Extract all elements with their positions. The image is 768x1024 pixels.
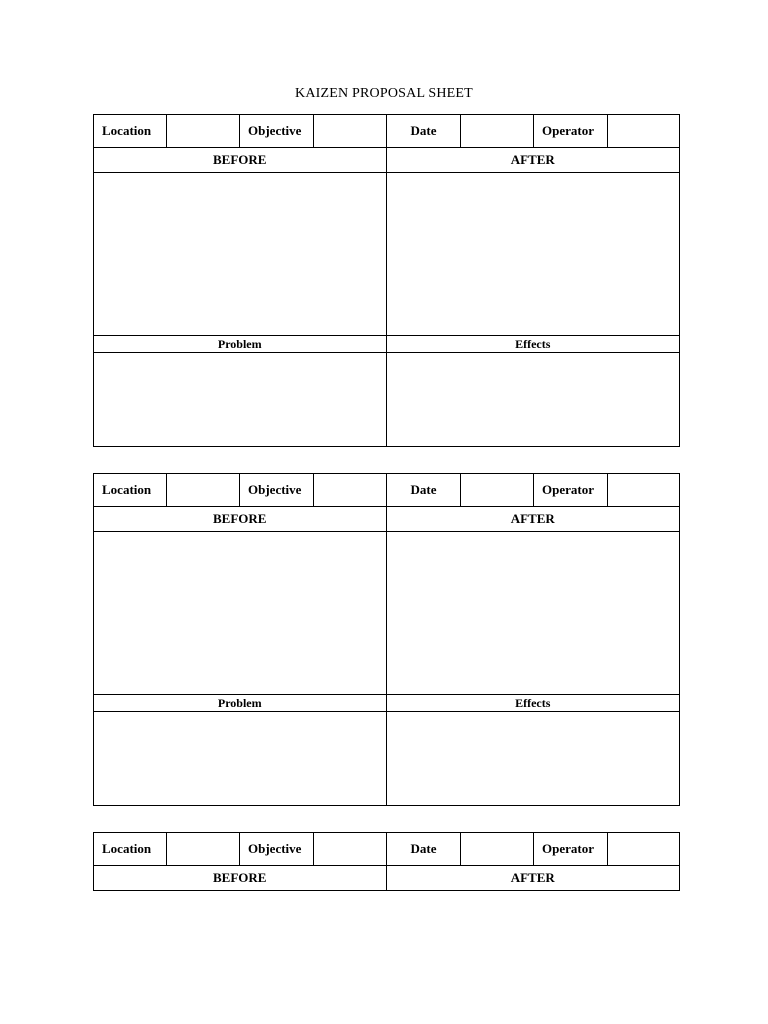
before-heading: BEFORE: [94, 148, 387, 172]
problem-heading: Problem: [94, 336, 387, 352]
date-label: Date: [387, 474, 461, 506]
operator-field[interactable]: [608, 833, 679, 865]
form-header-row: [94, 833, 679, 866]
date-label: Date: [387, 833, 461, 865]
before-box[interactable]: [94, 532, 387, 694]
problem-effects-header: [94, 695, 679, 712]
objective-field[interactable]: [314, 474, 387, 506]
after-box[interactable]: [387, 532, 680, 694]
location-label: Location: [94, 833, 167, 865]
objective-field[interactable]: [314, 833, 387, 865]
after-heading: AFTER: [510, 152, 555, 167]
objective-field[interactable]: [314, 115, 387, 147]
problem-box[interactable]: [94, 712, 387, 805]
objective-label: Objective: [240, 833, 314, 865]
location-label: Location: [94, 115, 167, 147]
before-after-header: [94, 866, 679, 890]
problem-effects-area: [94, 712, 679, 805]
before-after-area: [94, 173, 679, 336]
operator-label: Operator: [534, 474, 608, 506]
date-field[interactable]: [461, 833, 534, 865]
kaizen-form-3: [93, 832, 680, 891]
before-box[interactable]: [94, 173, 387, 335]
problem-effects-area: [94, 353, 679, 446]
location-field[interactable]: [167, 474, 240, 506]
after-box[interactable]: [387, 173, 680, 335]
problem-heading: Problem: [94, 695, 387, 711]
date-field[interactable]: [461, 115, 534, 147]
kaizen-form-2: [93, 473, 680, 806]
location-field[interactable]: [167, 833, 240, 865]
effects-box[interactable]: [387, 353, 680, 446]
before-heading: BEFORE: [94, 866, 387, 890]
before-heading: BEFORE: [94, 507, 387, 531]
location-label: Location: [94, 474, 167, 506]
before-after-header: [94, 148, 679, 173]
problem-effects-header: [94, 336, 679, 353]
problem-box[interactable]: [94, 353, 387, 446]
objective-label: Objective: [240, 115, 314, 147]
form-header-row: [94, 115, 679, 148]
objective-label: Objective: [240, 474, 314, 506]
form-header-row: [94, 474, 679, 507]
effects-heading: Effects: [515, 695, 551, 710]
location-field[interactable]: [167, 115, 240, 147]
operator-label: Operator: [534, 115, 608, 147]
before-after-header: [94, 507, 679, 532]
kaizen-form-1: [93, 114, 680, 447]
operator-field[interactable]: [608, 115, 679, 147]
operator-label: Operator: [534, 833, 608, 865]
after-heading: AFTER: [510, 870, 555, 885]
effects-box[interactable]: [387, 712, 680, 805]
document-title: KAIZEN PROPOSAL SHEET: [295, 86, 473, 101]
date-field[interactable]: [461, 474, 534, 506]
date-label: Date: [387, 115, 461, 147]
effects-heading: Effects: [515, 336, 551, 351]
operator-field[interactable]: [608, 474, 679, 506]
after-heading: AFTER: [510, 511, 555, 526]
before-after-area: [94, 532, 679, 695]
